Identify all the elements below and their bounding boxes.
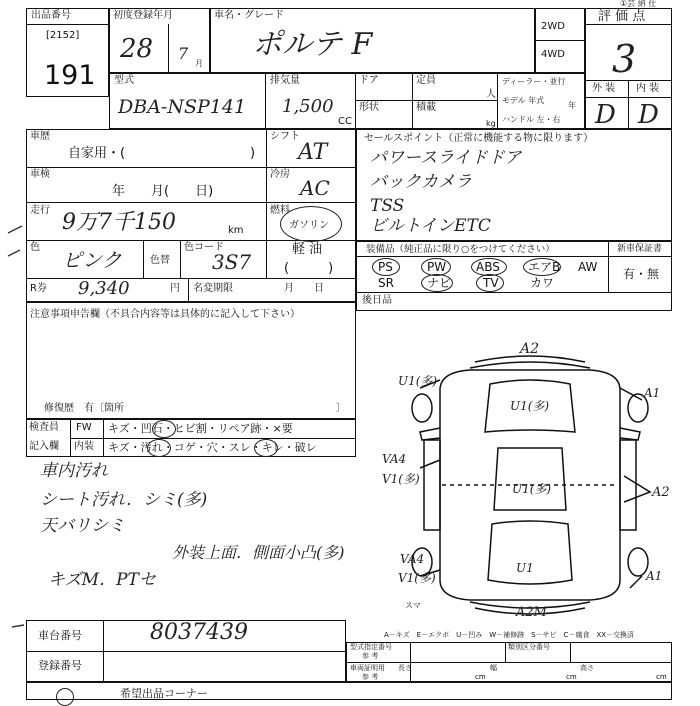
shift-label: シフト [270,131,300,142]
handle-label: ハンドル 左・右 [502,115,561,124]
deadline-label: 名変期限 [193,283,233,294]
first-reg-label: 初度登録年月 [113,10,173,21]
diag-label-va4-rear: VA4 [400,552,425,566]
diag-label-v1-left: V1(多) [382,472,420,486]
equip-abs: ABS [476,260,500,274]
warranty-label: 新車保証書 [617,244,663,254]
cm-1: cm [475,673,486,681]
chassis-label: 車台番号 [38,629,82,642]
color-label: 色 [30,242,40,253]
diag-label-v1-rear: V1(多) [398,571,436,585]
fw-text: キズ・凹石・ヒビ割・リペア跡・×要 [108,422,293,435]
model-year-label: モデル 年式 [502,96,545,105]
repair-label: 修復歴 有〔箇所 [44,403,124,414]
recycle-unit: 円 [170,283,180,294]
sales-point-4: ビルトインETC [370,216,491,236]
first-reg-year: 28 [120,34,154,64]
diag-label-va4-left: VA4 [382,452,407,466]
sales-point-2: バックカメラ [370,172,472,192]
fw-tag: FW [76,422,92,433]
model-label: 車名・グレード [214,10,284,21]
fuel-label: 燃料 [270,205,290,216]
ref-2: 参 考 [362,673,379,681]
history-value: 自家用・( [68,146,126,161]
rating-label: 評 価 点 [598,9,646,24]
model-ref-label: 型式指定番号 [350,643,392,651]
sales-point-1: パワースライドドア [370,148,522,168]
lot-number: 191 [44,60,96,91]
reg-label: 登録番号 [38,659,82,672]
class-label: 類別区分番号 [508,643,550,651]
diag-label-a2m-bottom: A2M [516,605,547,620]
color-code-value: 3S7 [212,250,252,274]
damage-legend: A－キズ E－エクボ U－凹み W－補修跡 S－サビ C－腐食 XX－交換済 [384,631,635,639]
fuel-gasoline: ガソリン [289,220,329,231]
dealer-label: ディーラー・並行 [502,77,566,86]
equip-ps: PS [378,260,393,274]
ac-value: AC [300,176,330,200]
ac-label: 冷房 [270,169,290,180]
equip-pw: PW [427,260,447,274]
fuel-paren: ( ) [284,261,334,276]
inspector-label-1: 検査員 [29,422,59,433]
exterior-label: 外 装 [592,83,616,94]
bottom-circle [56,688,74,706]
diag-label-u1-roof: U1(多) [512,482,552,496]
warranty-value: 有・無 [623,267,660,281]
model-year-unit: 年 [568,101,576,110]
shape-label: 形状 [359,102,379,113]
color-code-label: 色コード [184,242,224,253]
load-label: 積載 [416,102,436,113]
interior-text: キズ・汚れ・コゲ・穴・スレ・キレ・破レ [108,441,317,454]
repair-close: 〕 [336,403,346,414]
lot-code: [2152] [46,30,80,41]
mileage-value: 9万7千150 [62,210,176,235]
rating-value: 3 [612,37,637,81]
length-label: 長さ [398,664,412,672]
equip-navi: ナビ [427,276,452,290]
capacity-label: 定員 [416,75,436,86]
shift-value: AT [298,140,328,165]
equip-sr: SR [378,276,394,290]
equip-aw: AW [578,260,598,274]
interior-label: 内 装 [636,83,660,94]
diag-label-a1-front: A1 [644,386,661,400]
first-reg-month: 7 [178,44,189,63]
diag-label-u1-hood: U1(多) [510,399,550,413]
bottom-text: 希望出品コーナー [120,687,208,700]
inspector-label-2: 記入欄 [29,441,59,452]
capacity-unit: 人 [486,89,496,100]
top-corner-text: ①芸 納 仕 [620,0,657,8]
equip-airbag: エアB [528,260,561,274]
width-label: 幅 [490,664,497,672]
deadline-value: 月 日 [284,283,324,294]
recycle-label: R券 [30,283,47,294]
recycle-value: 9,340 [78,278,130,299]
height-label: 高さ [580,664,594,672]
type-label: 型式 [114,75,134,86]
interior-tag: 内装 [74,441,94,452]
inspection-value: 年 月( 日) [112,184,214,199]
diag-label-a2-right: A2 [652,485,670,500]
cm-2: cm [566,673,577,681]
drive-2wd: 2WD [541,21,565,32]
mileage-label: 走行 [30,205,50,216]
door-label: ドア [359,75,379,86]
color-change-label: 色替 [150,255,170,266]
handwritten-note-4: 外装上面．側面小凸(多) [172,543,345,562]
first-reg-month-unit: 月 [195,59,203,68]
after-label: 後日品 [362,295,392,306]
sales-point-3: TSS [370,196,405,216]
interior-value: D [638,100,659,130]
model-value: ポルテ F [252,27,373,62]
diag-label-a2-top: A2 [520,341,540,357]
handwritten-note-3: 天バリシミ [40,516,125,536]
drive-4wd: 4WD [541,49,565,60]
mileage-unit: km [228,225,244,236]
history-close: ) [250,146,256,161]
inspection-label: 車検 [30,169,50,180]
notes-title: 注意事項申告欄（不具合内容等は具体的に記入して下さい） [30,309,300,320]
cm-3: cm [656,673,667,681]
history-label: 車歴 [30,131,50,142]
displacement-label: 排気量 [270,75,300,86]
displacement-value: 1,500 [282,96,334,117]
diag-label-a1-rear: A1 [646,569,663,583]
handwritten-note-2: シート汚れ．シミ(多) [40,490,208,510]
sales-title: セールスポイント（正常に機能する物に限ります） [364,133,594,144]
fuel-diesel: 軽 油 [292,242,323,257]
type-value: DBA-NSP141 [118,96,247,118]
displacement-unit: CC [338,116,352,127]
load-unit: kg [486,119,496,128]
diag-label-u1-hood-left: U1(多) [398,374,438,388]
diag-label-u1-rear: U1 [516,561,534,575]
equip-leather: カワ [530,276,555,290]
equip-tv: TV [483,276,499,290]
handwritten-note-1: 車内汚れ [40,461,108,481]
lot-label: 出品番号 [31,10,71,21]
equipment-title: 装備品（純正品に限り○をつけてください） [366,244,555,255]
ref-1: 参 考 [362,652,379,660]
chassis-value: 8037439 [150,620,248,645]
exterior-value: D [595,100,616,130]
diag-label-mirror: スマ [405,601,421,610]
color-value: ピンク [62,248,122,272]
cert-label: 車両証明用 [350,664,385,672]
handwritten-note-5: キズM．PTセ [48,570,156,590]
